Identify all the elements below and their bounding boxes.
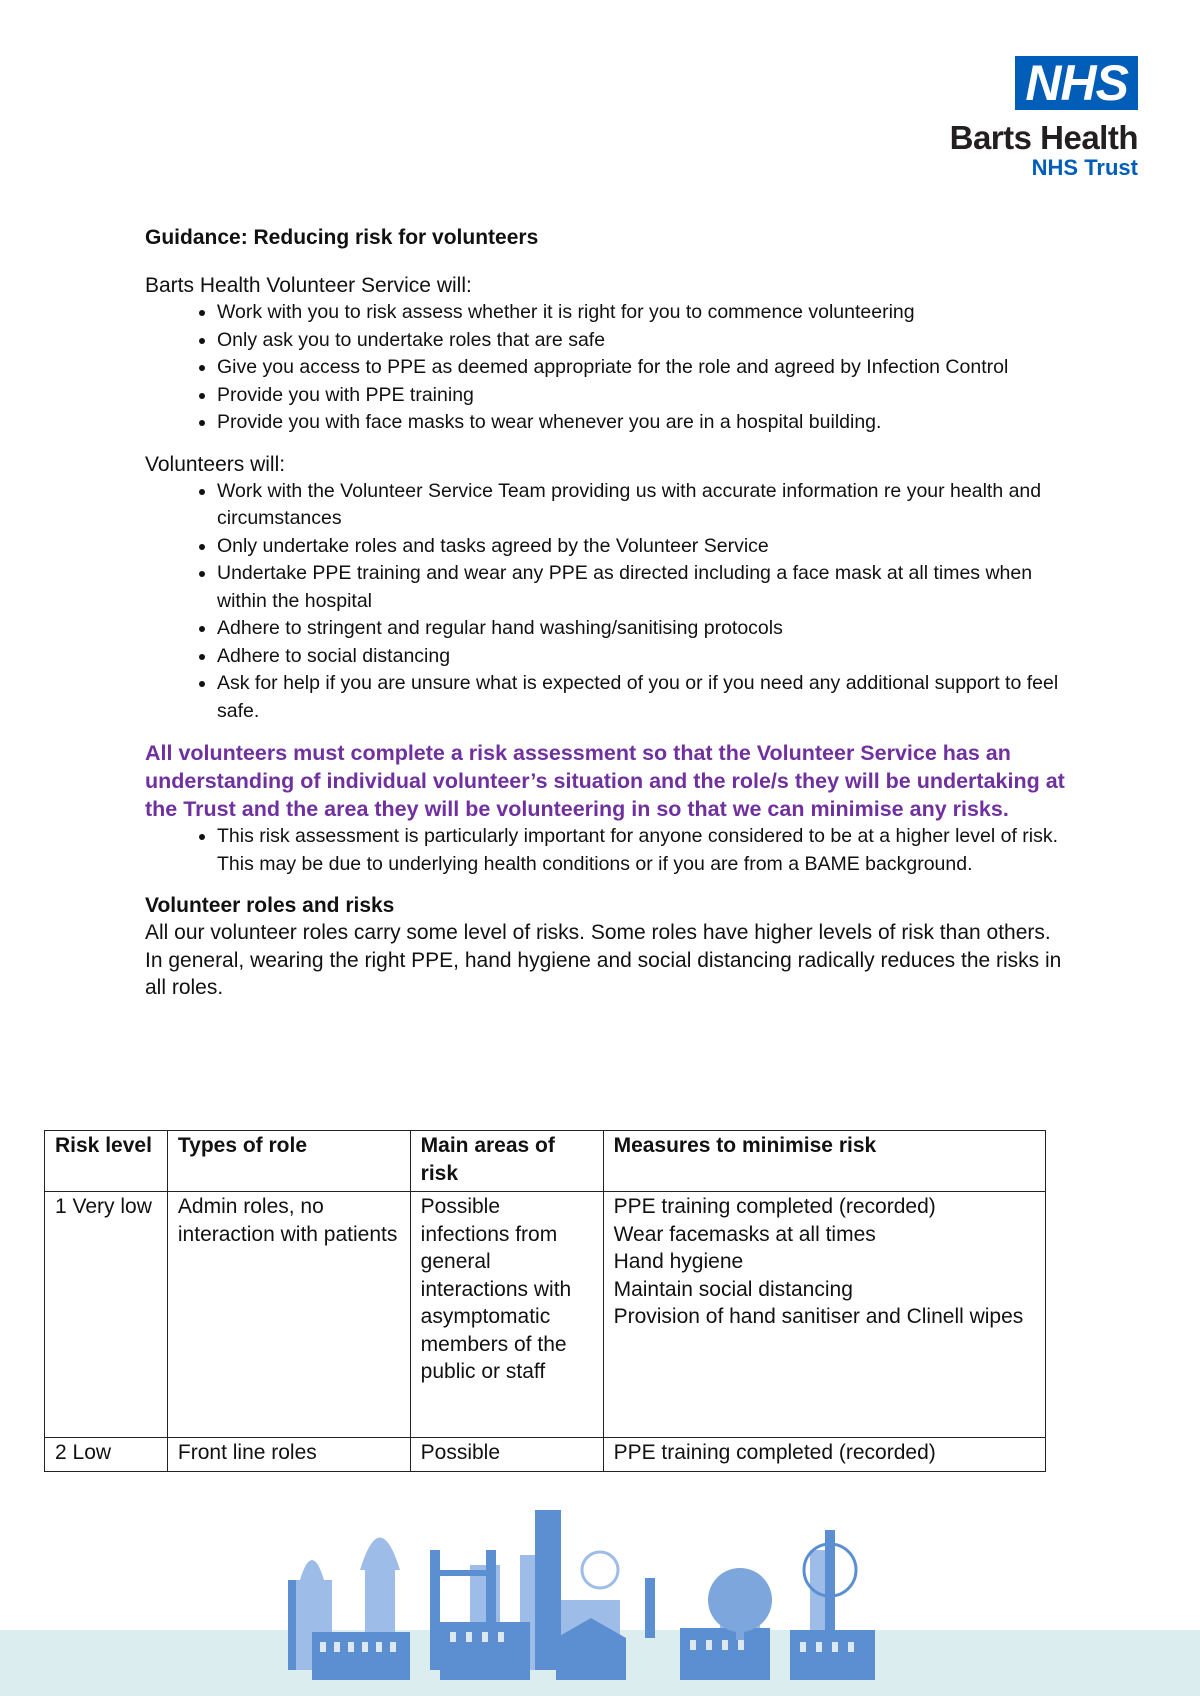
trust-name: NHS Trust [1031, 155, 1138, 180]
nhs-logo [928, 56, 1138, 180]
volunteers-intro: Volunteers will: [145, 452, 286, 476]
document-body [145, 226, 1065, 1002]
list-item: • Undertake PPE training and wear any PPE as directed including a face mask at all times when within the hospital [217, 560, 1065, 615]
table-row [45, 1192, 1046, 1438]
cell-risk-level: 2 Low [45, 1438, 168, 1472]
service-list [145, 299, 1065, 437]
list-item: • Only ask you to undertake roles that are safe [217, 327, 1065, 355]
cell-role: Admin roles, no interaction with patients [167, 1192, 410, 1438]
org-name: Barts Health [949, 119, 1138, 156]
cell-role: Front line roles [167, 1438, 410, 1472]
list-item: • Work with you to risk assess whether it is right for you to commence volunteering [217, 299, 1065, 327]
cell-measures [603, 1438, 1045, 1472]
measure-item: Provision of hand sanitiser and Clinell wipes [613, 1305, 1024, 1328]
header-risk-level: Risk level [45, 1131, 168, 1192]
roles-paragraph: All our volunteer roles carry some level of risks. Some roles have higher levels of risk than others. In general, wearing the right PPE, hand hygiene and social distancing radically reduces the risks in all roles. [145, 921, 1062, 999]
list-item: • Adhere to stringent and regular hand washing/sanitising protocols [217, 615, 1065, 643]
risk-table [44, 1130, 1046, 1472]
list-item: • Give you access to PPE as deemed appropriate for the role and agreed by Infection Control [217, 354, 1065, 382]
page-title: Guidance: Reducing risk for volunteers [145, 226, 539, 249]
risk-assessment-notice: All volunteers must complete a risk assessment so that the Volunteer Service has an understanding of individual volunteer’s situation and the role/s they will be undertaking at the Trust and the area they will be volunteering in so that we can minimise any risks. [145, 741, 1065, 821]
measure-item: PPE training completed (recorded) [613, 1441, 936, 1464]
list-item: • Work with the Volunteer Service Team providing us with accurate information re your health and circumstances [217, 478, 1065, 533]
list-item: • Only undertake roles and tasks agreed by the Volunteer Service [217, 533, 1065, 561]
list-item: • Ask for help if you are unsure what is expected of you or if you need any additional support to feel safe. [217, 670, 1065, 725]
roles-heading: Volunteer roles and risks [145, 894, 395, 917]
measure-item: Wear facemasks at all times [613, 1222, 876, 1246]
assessment-list [145, 823, 1065, 878]
measure-item: PPE training completed (recorded) [613, 1195, 936, 1218]
measure-item: Maintain social distancing [613, 1277, 853, 1301]
header-measures: Measures to minimise risk [603, 1131, 1045, 1192]
table-header-row [45, 1131, 1046, 1192]
cell-measures [603, 1192, 1045, 1438]
nhs-mark: NHS [1015, 56, 1138, 110]
measure-item: Hand hygiene [613, 1250, 744, 1273]
list-item: • This risk assessment is particularly important for anyone considered to be at a higher level of risk. This may be due to underlying health conditions or if you are from a BAME background. [217, 823, 1065, 878]
list-item: • Provide you with face masks to wear whenever you are in a hospital building. [217, 409, 1065, 437]
header-main-areas: Main areas of risk [410, 1131, 603, 1192]
service-intro: Barts Health Volunteer Service will: [145, 274, 472, 297]
cell-areas: Possible infections from general interactions with asymptomatic members of the public or staff [410, 1192, 603, 1438]
cell-risk-level: 1 Very low [45, 1192, 168, 1438]
london-skyline-illustration [0, 1510, 1200, 1696]
list-item: • Adhere to social distancing [217, 643, 1065, 671]
table-row [45, 1438, 1046, 1472]
list-item: • Provide you with PPE training [217, 382, 1065, 410]
volunteer-list [145, 478, 1065, 726]
cell-areas: Possible [410, 1438, 603, 1472]
header-types-of-role: Types of role [167, 1131, 410, 1192]
